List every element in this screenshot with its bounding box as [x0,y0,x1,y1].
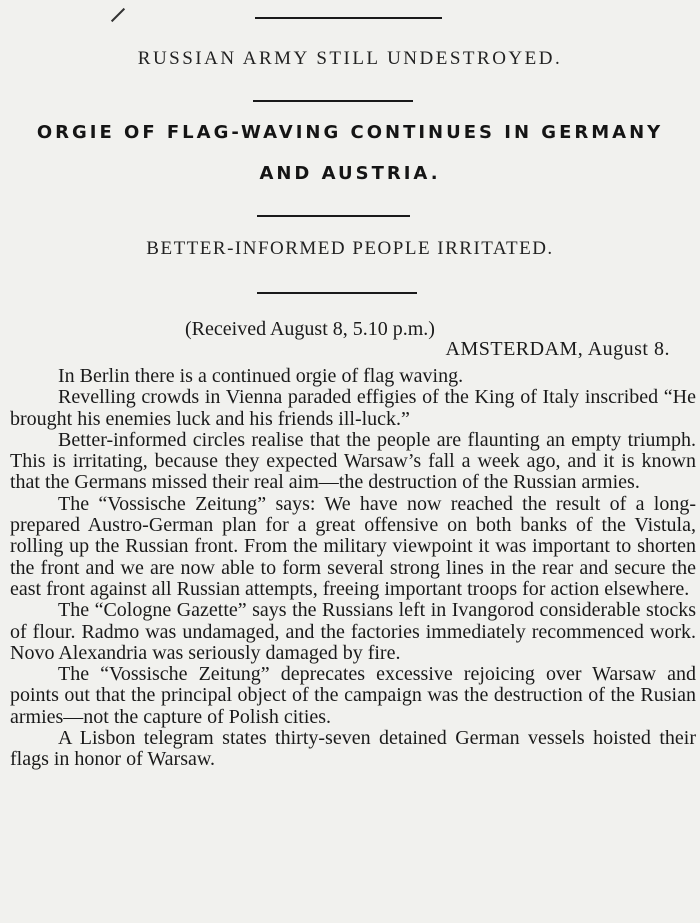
separator-rule-1 [253,100,413,102]
separator-rule-2 [257,215,410,217]
headline-main: RUSSIAN ARMY STILL UNDESTROYED. [137,48,563,69]
separator-rule-top [255,17,442,19]
article-body [10,366,696,771]
paragraph: A Lisbon telegram states thirty-seven detained German vessels hoisted their flags in honor of Warsaw. [10,727,696,771]
paragraph: Better-informed circles realise that the people are flaunting an empty triumph. This is irritating, because they expected Warsaw’s fall a week ago, and it is known that the Germans missed their real aim—the destruction of the Russian armies. [10,428,696,494]
paragraph: The “Vossische Zeitung” says: We have now reached the result of a long-prepared Austro-German plan for a great offensive on both banks of the Vistula, rolling up the Russian front. From the military viewpoint it was important to shorten the front and we are now able to form several strong lines in the rear and secure the east front against all Russian attempts, freeing important troops for action elsewhere. [10,492,696,600]
paragraph: The “Cologne Gazette” says the Russians left in Ivangorod considerable stocks of flour. Radmo was undamaged, and the factories immediately recommenced work. Novo Alexandria was seriously damaged by fire. [10,599,696,664]
headline-second-line2: AND AUSTRIA. [259,163,441,184]
received-note: (Received August 8, 5.10 p.m.) [185,318,435,340]
dateline: AMSTERDAM, August 8. [445,338,670,360]
paragraph: The “Vossische Zeitung” deprecates excessive rejoicing over Warsaw and points out that the principal object of the campaign was the destruction of the Rusian armies—not the capture of Polish cities. [10,663,696,728]
headline-third: BETTER-INFORMED PEOPLE IRRITATED. [146,238,554,259]
paragraph: In Berlin there is a continued orgie of flag waving. [58,365,464,387]
paragraph: Revelling crowds in Vienna paraded effigies of the King of Italy inscribed “He brought his enemies luck and his friends ill-luck.” [10,386,696,430]
headline-second-line1: ORGIE OF FLAG-WAVING CONTINUES IN GERMANY [36,122,664,143]
separator-rule-3 [257,292,417,294]
pen-mark [111,8,125,22]
